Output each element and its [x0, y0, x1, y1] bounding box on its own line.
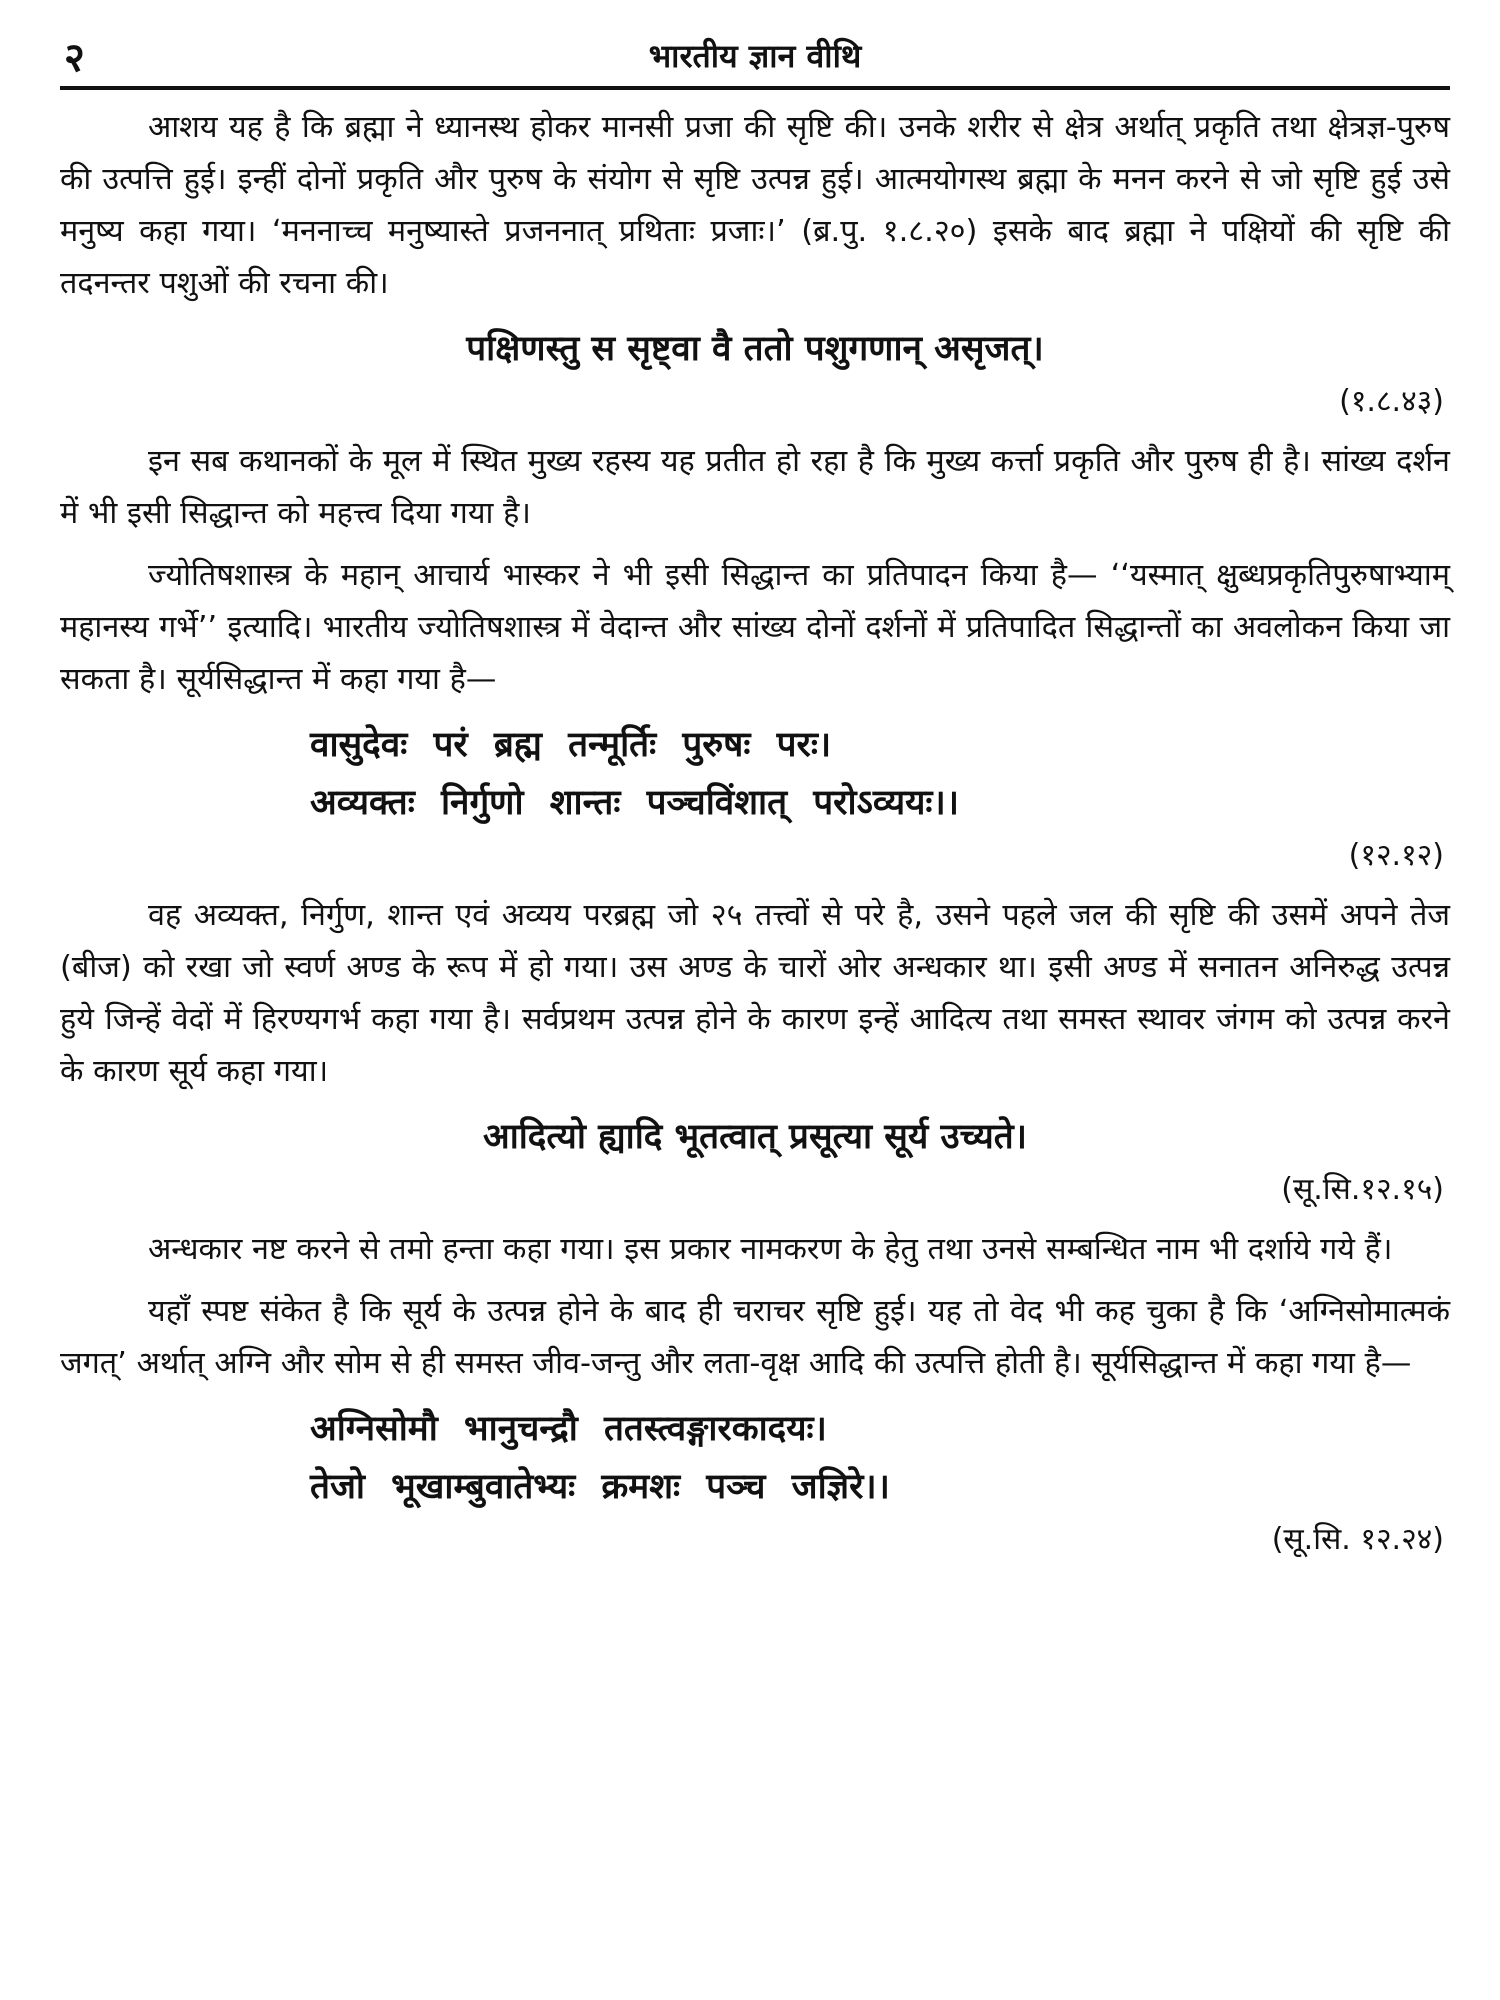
verse-3-reference: (सू.सि.१२.१५)	[1281, 1172, 1444, 1207]
verse-1-reference: (१.८.४३)	[1339, 384, 1444, 419]
running-header	[60, 28, 1450, 90]
verse-2-line-2: अव्यक्तः निर्गुणो शान्तः पञ्चविंशात् परोऽव्ययः।।	[310, 783, 960, 823]
verse-3-line-1: आदित्यो ह्यादि भूतत्वात् प्रसूत्या सूर्य उच्यते।	[482, 1117, 1028, 1157]
verse-2-reference: (१२.१२)	[1348, 838, 1444, 873]
paragraph-5: अन्धकार नष्ट करने से तमो हन्ता कहा गया। इस प्रकार नामकरण के हेतु तथा उनसे सम्बन्धित नाम भी दर्शाये गये हैं।	[148, 1232, 1393, 1267]
paragraph-1: आशय यह है कि ब्रह्मा ने ध्यानस्थ होकर मानसी प्रजा की सृष्टि की। उनके शरीर से क्षेत्र अर्थात् प्रकृति तथा क्षेत्रज्ञ-पुरुष की उत्पत्ति हुई। इन्हीं दोनों प्रकृति और पुरुष के संयोग से सृष्टि उत्पन्न हुई। आत्मयोगस्थ ब्रह्मा के मनन करने से जो सृष्टि हुई उसे मनुष्य कहा गया। ‘मननाच्च मनुष्यास्ते प्रजननात् प्रथिताः प्रजाः।’ (ब्र.पु. १.८.२०) इसके बाद ब्रह्मा ने पक्षियों की सृष्टि की तदनन्तर पशुओं की रचना की।	[60, 110, 1450, 301]
paragraph-3: ज्योतिषशास्त्र के महान् आचार्य भास्कर ने भी इसी सिद्धान्त का प्रतिपादन किया है— ‘‘यस्मात् क्षुब्धप्रकृतिपुरुषाभ्याम् महानस्य गर्भे’’ इत्यादि। भारतीय ज्योतिषशास्त्र में वेदान्त और सांख्य दोनों दर्शनों में प्रतिपादित सिद्धान्तों का अवलोकन किया जा सकता है। सूर्यसिद्धान्त में कहा गया है—	[60, 558, 1450, 697]
paragraph-2: इन सब कथानकों के मूल में स्थित मुख्य रहस्य यह प्रतीत हो रहा है कि मुख्य कर्त्ता प्रकृति और पुरुष ही है। सांख्य दर्शन में भी इसी सिद्धान्त को महत्त्व दिया गया है।	[60, 444, 1450, 531]
paragraph-4: वह अव्यक्त, निर्गुण, शान्त एवं अव्यय परब्रह्म जो २५ तत्त्वों से परे है, उसने पहले जल की सृष्टि की उसमें अपने तेज (बीज) को रखा जो स्वर्ण अण्ड के रूप में हो गया। उस अण्ड के चारों ओर अन्धकार था। इसी अण्ड में सनातन अनिरुद्ध उत्पन्न हुये जिन्हें वेदों में हिरण्यगर्भ कहा गया है। सर्वप्रथम उत्पन्न होने के कारण इन्हें आदित्य तथा समस्त स्थावर जंगम को उत्पन्न करने के कारण सूर्य कहा गया।	[60, 898, 1450, 1089]
body-text	[60, 102, 1450, 1564]
book-title: भारतीय ज्ञान वीथि	[648, 37, 862, 75]
verse-3	[60, 1108, 1450, 1166]
verse-1-line-1: पक्षिणस्तु स सृष्ट्वा वै ततो पशुगणान् असृजत्।	[466, 329, 1044, 369]
verse-4-reference: (सू.सि. १२.२४)	[1271, 1522, 1444, 1557]
verse-2	[60, 716, 1450, 832]
paragraph-6: यहाँ स्पष्ट संकेत है कि सूर्य के उत्पन्न होने के बाद ही चराचर सृष्टि हुई। यह तो वेद भी कह चुका है कि ‘अग्निसोमात्मकं जगत्’ अर्थात् अग्नि और सोम से ही समस्त जीव-जन्तु और लता-वृक्ष आदि की उत्पत्ति होती है। सूर्यसिद्धान्त में कहा गया है—	[60, 1294, 1450, 1381]
verse-4	[60, 1400, 1450, 1516]
book-page	[60, 28, 1450, 1978]
verse-2-line-1: वासुदेवः परं ब्रह्म तन्मूर्तिः पुरुषः परः।	[310, 725, 832, 765]
verse-4-line-2: तेजो भूखाम्बुवातेभ्यः क्रमशः पञ्च जज्ञिरे।।	[310, 1467, 890, 1507]
verse-1	[60, 320, 1450, 378]
page-number: २	[64, 35, 85, 81]
verse-4-line-1: अग्निसोमौ भानुचन्द्रौ ततस्त्वङ्गारकादयः।	[310, 1409, 827, 1449]
